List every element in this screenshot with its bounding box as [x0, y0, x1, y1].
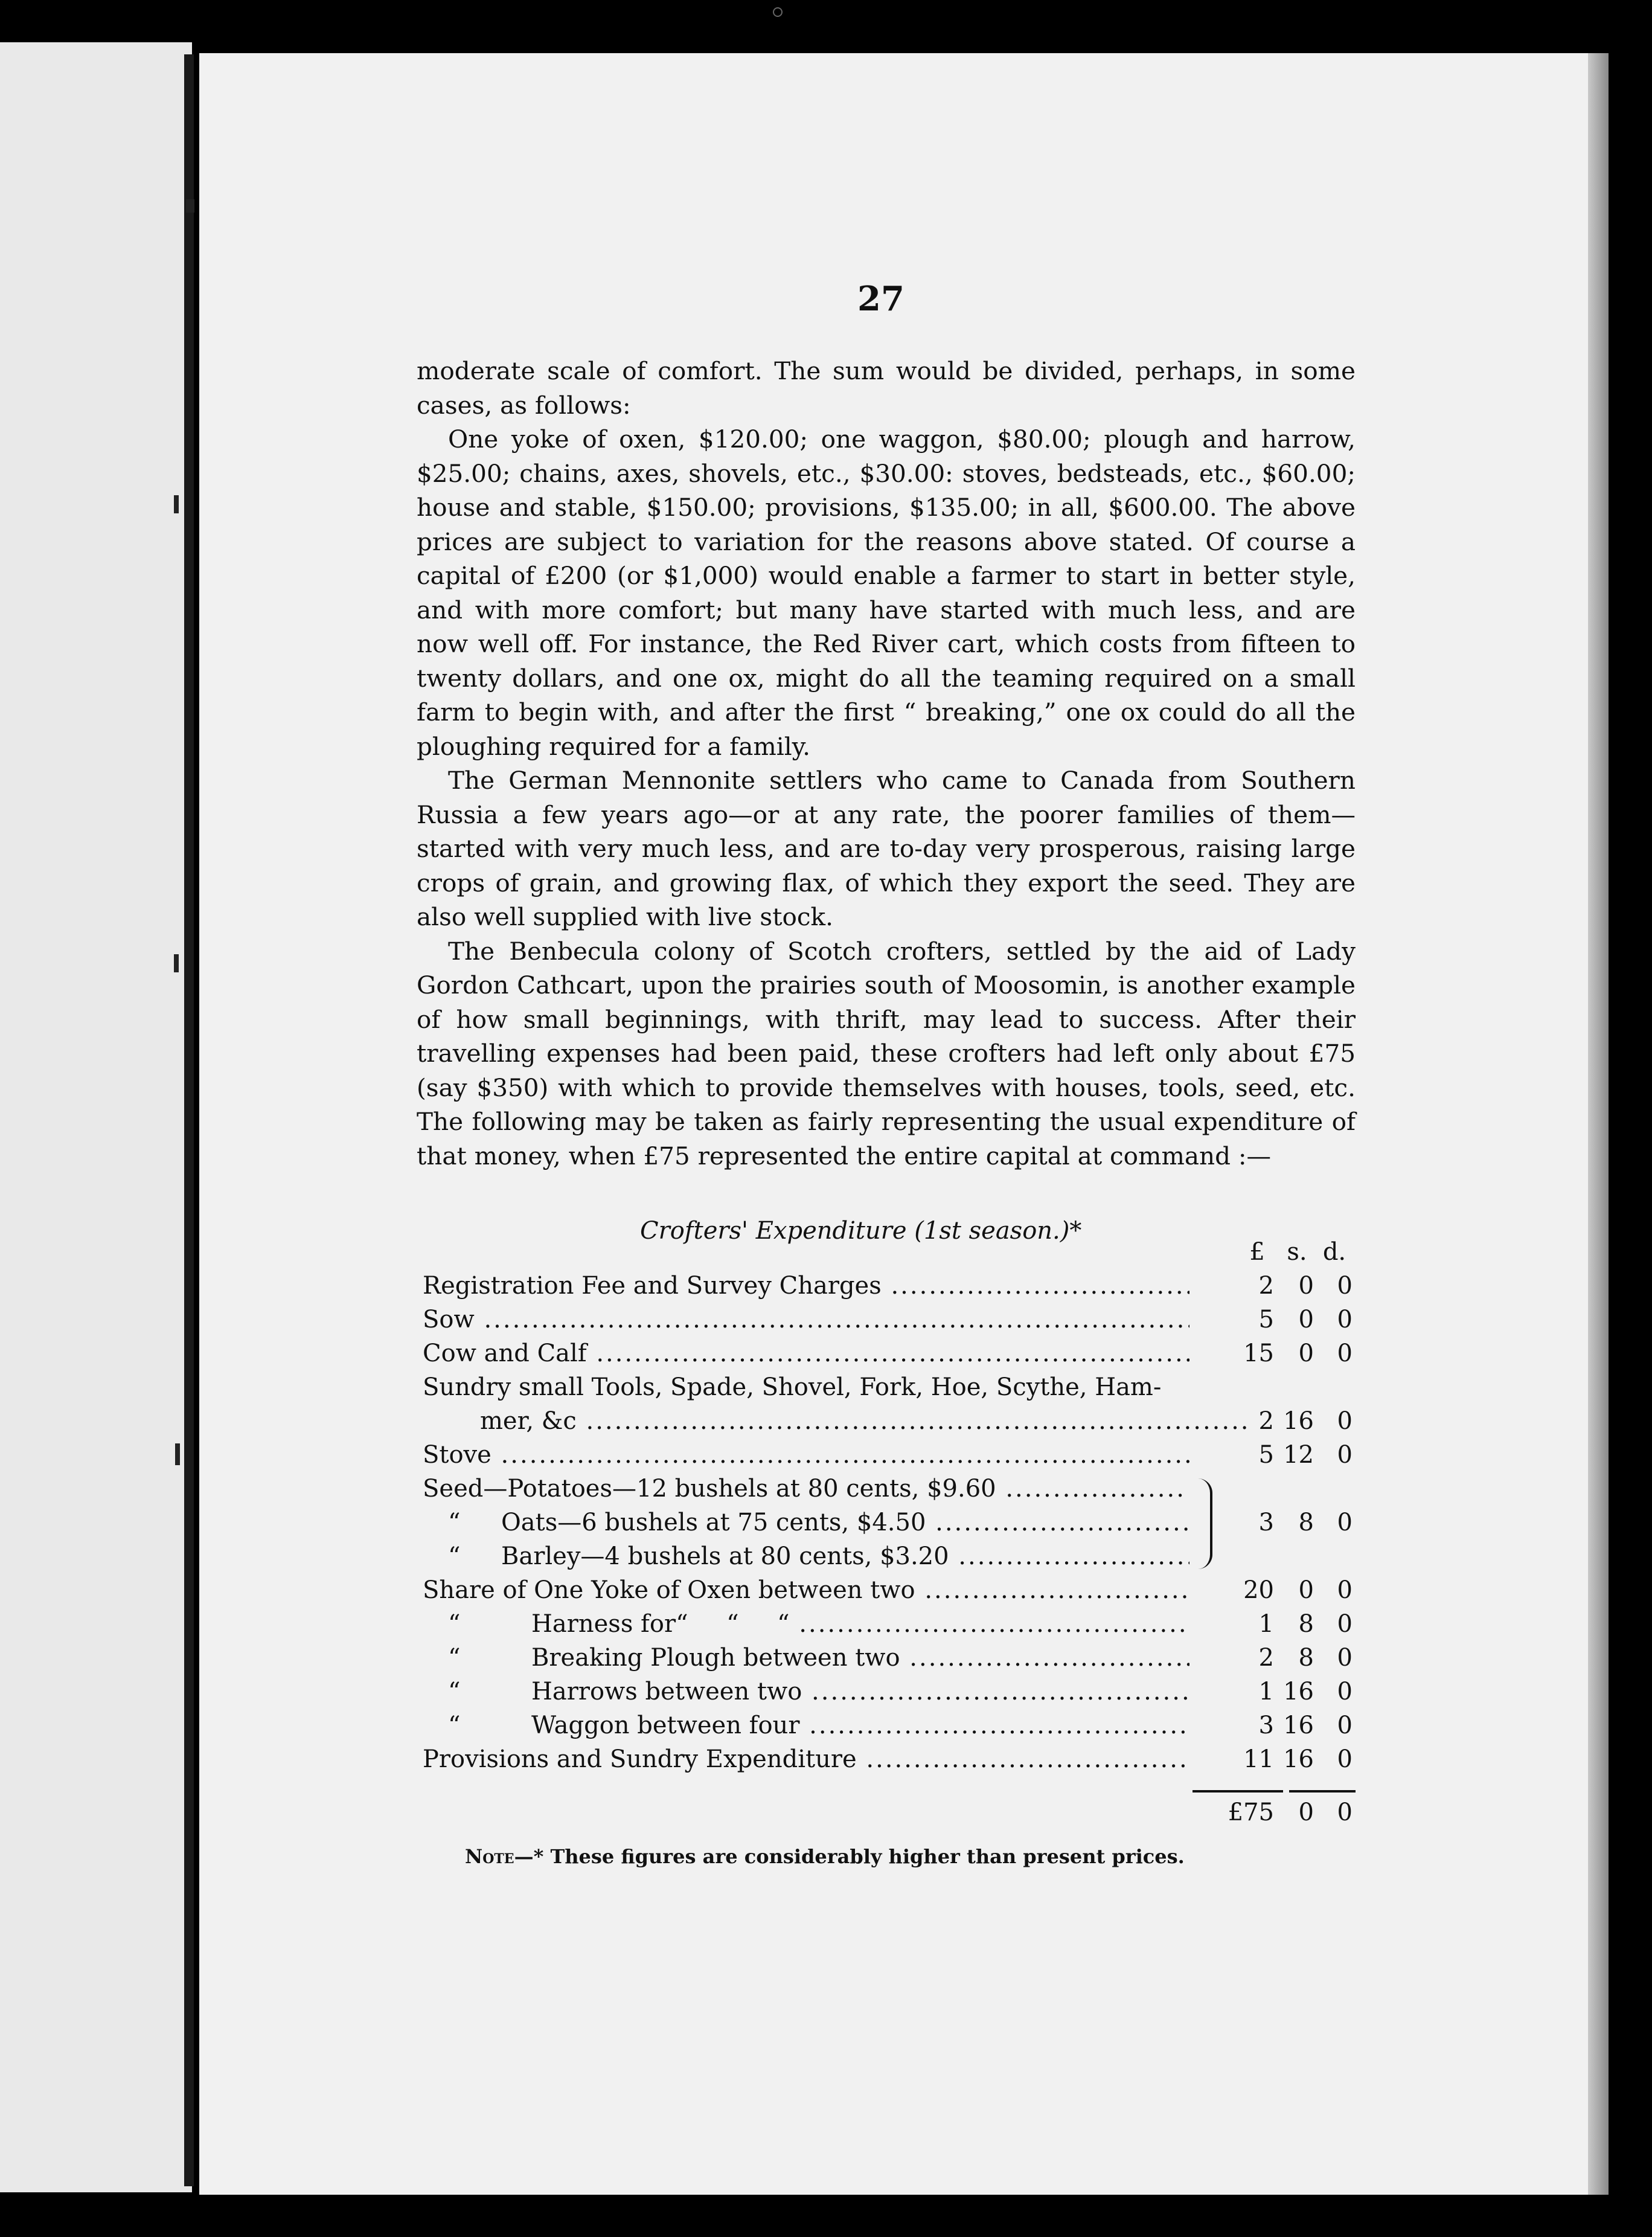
spine-mark [186, 199, 194, 213]
pence-cell: 0 [1337, 1272, 1353, 1300]
table-row [423, 1644, 1365, 1678]
row-label: Provisions and Sundry Expenditure ..... [423, 1745, 1189, 1773]
footnote-label: Note [465, 1845, 514, 1868]
footnote [465, 1845, 1185, 1868]
table-row [423, 1340, 1365, 1373]
shillings-cell: 16 [1283, 1745, 1314, 1773]
table-row [423, 1407, 1365, 1441]
pounds-cell: 2 [1258, 1407, 1274, 1435]
shillings-cell: 8 [1298, 1644, 1314, 1672]
ditto-mark: “ [448, 1712, 461, 1739]
row-label: Seed—Potatoes—12 bushels at 80 cents, $9.60 ..... [423, 1475, 1183, 1503]
pounds-cell: 5 [1258, 1441, 1274, 1469]
total-pounds: £75 [1228, 1799, 1274, 1826]
ditto-mark: “ [448, 1644, 461, 1672]
pence-cell: 0 [1337, 1745, 1353, 1773]
page-number: 27 [857, 279, 904, 319]
pence-cell: 0 [1337, 1340, 1353, 1367]
table-row [423, 1509, 1365, 1542]
spine-mark [174, 954, 179, 972]
column-header-pounds: £ [1249, 1238, 1265, 1266]
paragraph: The German Mennonite settlers who came to Canada from Southern Russia a few years ago—or at any rate, the poorer families of them—started with very much less, and are to-day very prosperous, raising large crops of grain, and growing flax, of which they export the seed. They are also well supplied with live stock. [417, 766, 1356, 931]
pounds-cell: 3 [1258, 1509, 1274, 1536]
table-row [423, 1610, 1365, 1644]
table-row [423, 1678, 1365, 1712]
pence-cell: 0 [1337, 1644, 1353, 1672]
total-rule [1289, 1790, 1356, 1792]
pounds-cell: 5 [1258, 1306, 1274, 1334]
row-label: Oats—6 bushels at 75 cents, $4.50 ..... [501, 1509, 1189, 1536]
pence-cell: 0 [1337, 1610, 1353, 1638]
footnote-text: —* These figures are considerably higher than present prices. [514, 1845, 1185, 1868]
paragraph: One yoke of oxen, $120.00; one waggon, $80.00; plough and harrow, $25.00; chains, axes, shovels, etc., $30.00: stoves, bedsteads, etc., $60.00; house and stable, $150.00; provisions, $135.00; in all, $600.00. The above prices are subject to variation for the reasons above stated. Of course a capital of £200 (or $1,000) would enable a farmer to start in better style, and with more comfort; but many have started with much less, and are now well off. For instance, the Red River cart, which costs from fifteen to twenty dollars, and one ox, might do all the teaming required on a small farm to begin with, and after the first “ breaking,” one ox could do all the ploughing required for a family. [417, 425, 1356, 761]
row-label: Breaking Plough between two ..... [531, 1644, 1189, 1672]
total-pence: 0 [1337, 1799, 1353, 1826]
row-label: Share of One Yoke of Oxen between two ..... [423, 1576, 1189, 1604]
pounds-cell: 2 [1258, 1272, 1274, 1300]
paragraph: moderate scale of comfort. The sum would be divided, perhaps, in some cases, as follows: [417, 356, 1356, 420]
row-label-text: Harness for [531, 1610, 676, 1638]
pence-cell: 0 [1337, 1712, 1353, 1739]
spine-mark [175, 1443, 180, 1465]
pounds-cell: 20 [1243, 1576, 1274, 1604]
shillings-cell: 16 [1283, 1678, 1314, 1706]
pence-cell: 0 [1337, 1509, 1353, 1536]
spine-mark [174, 495, 179, 513]
table-row [423, 1712, 1365, 1745]
table-title: Crofters' Expenditure (1st season.)* [640, 1217, 1082, 1245]
ditto-marks: “ “ “ [676, 1610, 790, 1638]
ditto-mark: “ [448, 1509, 461, 1536]
shillings-cell: 12 [1283, 1441, 1314, 1469]
shillings-cell: 8 [1298, 1509, 1314, 1536]
shillings-cell: 0 [1298, 1576, 1314, 1604]
book-spine [184, 54, 194, 2186]
total-rule [1193, 1790, 1283, 1792]
pence-cell: 0 [1337, 1678, 1353, 1706]
table-row [423, 1542, 1365, 1576]
row-label: mer, &c ..... [423, 1407, 1247, 1435]
table-row [423, 1272, 1365, 1306]
row-label: Harrows between two ..... [531, 1678, 1189, 1706]
total-row [423, 1799, 1365, 1832]
pounds-cell: 1 [1258, 1610, 1274, 1638]
pence-cell: 0 [1337, 1306, 1353, 1334]
paragraph: The Benbecula colony of Scotch crofters, settled by the aid of Lady Gordon Cathcart, upon the prairies south of Moosomin, is another example of how small beginnings, with thrift, may lead to success. After their travelling expenses had been paid, these crofters had left only about £75 (say $350) with which to provide themselves with houses, tools, seed, etc. The following may be taken as fairly representing the usual expenditure of that money, when £75 represented the entire capital at command :— [417, 936, 1356, 1170]
row-label: Sow ..... [423, 1306, 1189, 1334]
total-shillings: 0 [1298, 1799, 1314, 1826]
shillings-cell: 0 [1298, 1272, 1314, 1300]
row-label: Cow and Calf ..... [423, 1340, 1189, 1367]
scan-mark [773, 7, 783, 17]
shillings-cell: 0 [1298, 1306, 1314, 1334]
table-row [423, 1576, 1365, 1610]
pounds-cell: 15 [1243, 1340, 1274, 1367]
row-label: Registration Fee and Survey Charges ..... [423, 1272, 1189, 1300]
table-row [423, 1306, 1365, 1340]
row-label: Sundry small Tools, Spade, Shovel, Fork, Hoe, Scythe, Ham- [423, 1373, 1162, 1401]
body-text [417, 354, 1356, 1173]
pence-cell: 0 [1337, 1407, 1353, 1435]
column-header-pence: d. [1322, 1238, 1346, 1266]
pounds-cell: 2 [1258, 1644, 1274, 1672]
shillings-cell: 16 [1283, 1712, 1314, 1739]
row-label [531, 1610, 1189, 1638]
column-header-shillings: s. [1287, 1238, 1307, 1266]
pence-cell: 0 [1337, 1441, 1353, 1469]
facing-page-edge [0, 42, 192, 2192]
table-row [423, 1373, 1365, 1407]
page-edge-shadow [1588, 53, 1609, 2195]
ditto-mark: “ [448, 1678, 461, 1706]
pounds-cell: 1 [1258, 1678, 1274, 1706]
row-label: Barley—4 bushels at 80 cents, $3.20 ..... [501, 1542, 1189, 1570]
row-label: Stove ..... [423, 1441, 1189, 1469]
seed-brace [1198, 1478, 1212, 1569]
shillings-cell: 8 [1298, 1610, 1314, 1638]
row-label: Waggon between four ..... [531, 1712, 1189, 1739]
shillings-cell: 16 [1283, 1407, 1314, 1435]
ditto-mark: “ [448, 1542, 461, 1570]
shillings-cell: 0 [1298, 1340, 1314, 1367]
table-row [423, 1745, 1365, 1779]
table-row [423, 1441, 1365, 1475]
pounds-cell: 3 [1258, 1712, 1274, 1739]
ditto-mark: “ [448, 1610, 461, 1638]
pence-cell: 0 [1337, 1576, 1353, 1604]
table-row [423, 1475, 1365, 1509]
pounds-cell: 11 [1243, 1745, 1274, 1773]
